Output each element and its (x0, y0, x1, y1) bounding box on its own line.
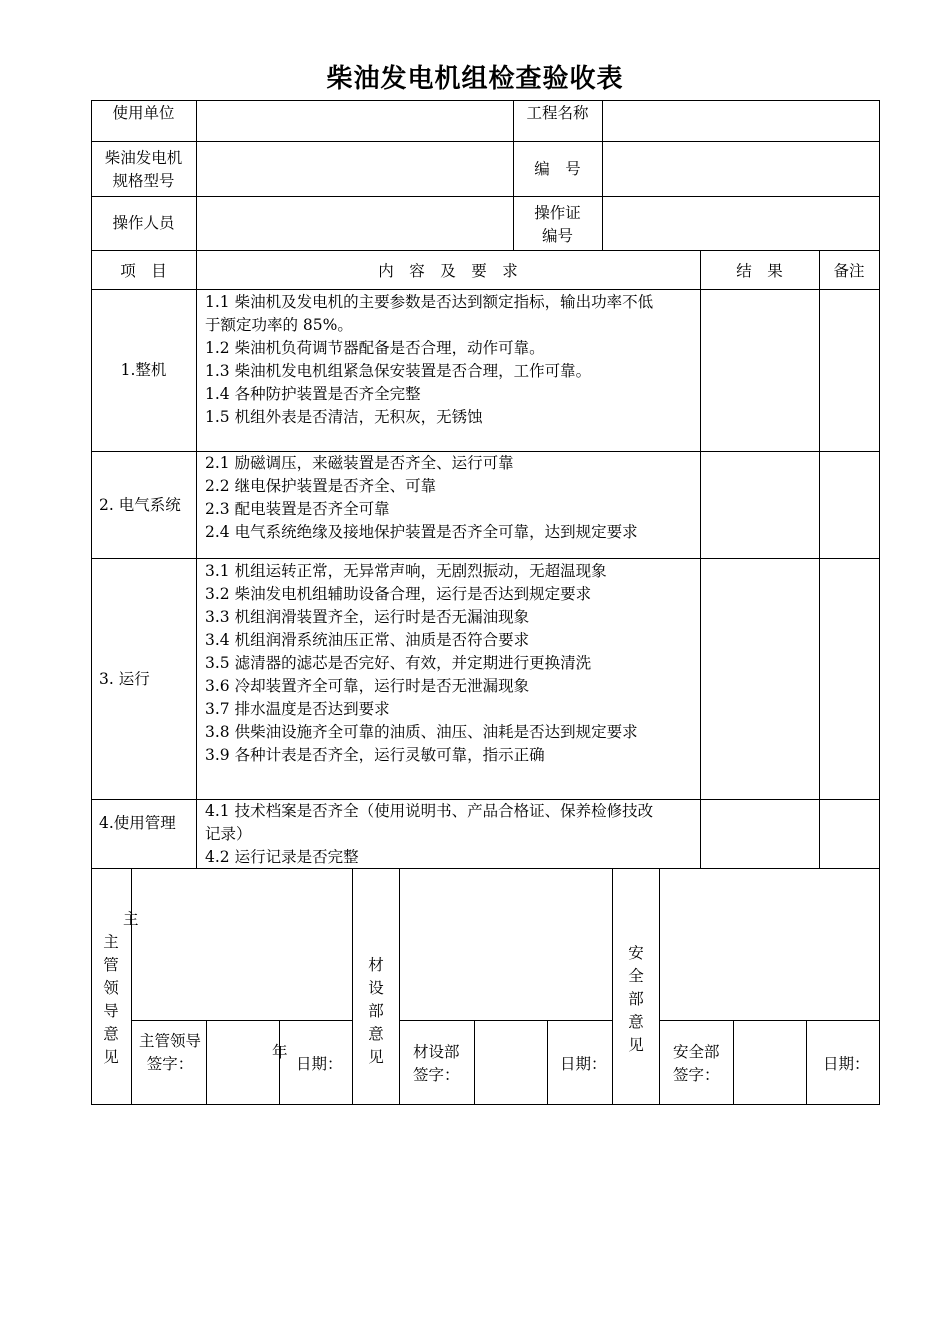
col-divider (399, 868, 400, 1105)
col-divider (602, 100, 603, 250)
section-items (205, 291, 653, 429)
project-label: 工程名称 (526, 104, 589, 122)
col-divider (474, 1020, 475, 1105)
col-divider (206, 1020, 207, 1105)
row-divider (91, 196, 880, 197)
list-item: 1.5 机组外表是否清洁，无积灰，无锈蚀 (205, 408, 483, 426)
col-divider (819, 250, 820, 868)
content-column-header: 内 容 及 要 求 (378, 262, 518, 280)
list-item: 3.1 机组运转正常，无异常声响，无剧烈振动，无超温现象 (205, 562, 607, 580)
result-column-header: 结 果 (736, 262, 783, 280)
material-sign-line1: 材设部 (413, 1043, 460, 1061)
row-divider (131, 1020, 353, 1021)
list-item: 3.5 滤清器的滤芯是否完好、有效，并定期进行更换清洗 (205, 654, 592, 672)
row-divider (91, 250, 880, 251)
safety-sign-line1: 安全部 (673, 1043, 720, 1061)
note-column-header: 备注 (833, 262, 865, 280)
safety-opinion-label: 安全部意见 (628, 944, 644, 1054)
section-items (205, 452, 638, 544)
row-divider (91, 558, 880, 559)
operator-label: 操作人员 (112, 214, 175, 232)
leader-date-label: 日期： (296, 1055, 343, 1073)
list-item: 于额定功率的 85%。 (205, 316, 353, 334)
col-divider (131, 868, 132, 1105)
stray-character: 主 (123, 910, 139, 928)
list-item: 1.3 柴油机发电机组紧急保安装置是否合理，工作可靠。 (205, 362, 592, 380)
cert-label-line2: 编号 (541, 227, 573, 245)
list-item: 3.3 机组润滑装置齐全，运行时是否无漏油现象 (205, 608, 530, 626)
col-divider (659, 868, 660, 1105)
cert-label-line1: 操作证 (534, 204, 581, 222)
year-mark: 年 (272, 1043, 288, 1061)
col-divider (547, 1020, 548, 1105)
material-sign-line2: 签字： (413, 1066, 460, 1084)
list-item: 1.2 柴油机负荷调节器配备是否合理，动作可靠。 (205, 339, 545, 357)
col-divider (700, 250, 701, 868)
number-label: 编 号 (534, 160, 581, 178)
safety-sign-line2: 签字： (673, 1066, 720, 1084)
list-item: 1.1 柴油机及发电机的主要参数是否达到额定指标，输出功率不低 (205, 293, 654, 311)
col-divider (612, 868, 613, 1105)
list-item: 3.9 各种计表是否齐全，运行灵敏可靠，指示正确 (205, 746, 545, 764)
list-item: 1.4 各种防护装置是否齐全完整 (205, 385, 421, 403)
row-divider (91, 141, 880, 142)
list-item: 2.1 励磁调压，来磁装置是否齐全、运行可靠 (205, 454, 514, 472)
page-title: 柴油发电机组检查验收表 (326, 64, 624, 94)
table-border-top (91, 100, 880, 101)
col-divider (196, 100, 197, 868)
col-divider (733, 1020, 734, 1105)
material-opinion-label: 材设部意见 (368, 956, 384, 1066)
list-item: 3.7 排水温度是否达到要求 (205, 700, 390, 718)
section-items (205, 800, 653, 869)
col-divider (352, 868, 353, 1105)
section-name: 3. 运行 (99, 670, 150, 688)
col-divider (806, 1020, 807, 1105)
row-divider (91, 289, 880, 290)
list-item: 2.4 电气系统绝缘及接地保护装置是否齐全可靠，达到规定要求 (205, 523, 638, 541)
list-item: 3.2 柴油发电机组辅助设备合理，运行是否达到规定要求 (205, 585, 592, 603)
list-item: 记录） (205, 825, 252, 843)
unit-label: 使用单位 (112, 104, 175, 122)
section-name: 4.使用管理 (99, 814, 176, 832)
model-label-line2: 规格型号 (112, 172, 175, 190)
leader-sign-label: 主管领导签字： (138, 1032, 201, 1073)
row-divider (659, 1020, 880, 1021)
item-column-header: 项 目 (120, 262, 167, 280)
row-divider (399, 1020, 613, 1021)
list-item: 4.2 运行记录是否完整 (205, 848, 359, 866)
section-name: 1.整机 (120, 361, 167, 379)
leader-opinion-label: 主管领导意见 (103, 933, 119, 1066)
list-item: 3.6 冷却装置齐全可靠，运行时是否无泄漏现象 (205, 677, 530, 695)
list-item: 4.1 技术档案是否齐全（使用说明书、产品合格证、保养检修技改 (205, 802, 654, 820)
section-items (205, 560, 638, 767)
table-border-bottom (91, 1104, 880, 1105)
section-name: 2. 电气系统 (99, 496, 181, 514)
list-item: 3.4 机组润滑系统油压正常、油质是否符合要求 (205, 631, 530, 649)
material-date-label: 日期： (560, 1055, 607, 1073)
list-item: 2.3 配电装置是否齐全可靠 (205, 500, 390, 518)
list-item: 2.2 继电保护装置是否齐全、可靠 (205, 477, 437, 495)
list-item: 3.8 供柴油设施齐全可靠的油质、油压、油耗是否达到规定要求 (205, 723, 638, 741)
safety-date-label: 日期： (823, 1055, 870, 1073)
model-label-line1: 柴油发电机 (104, 149, 183, 167)
